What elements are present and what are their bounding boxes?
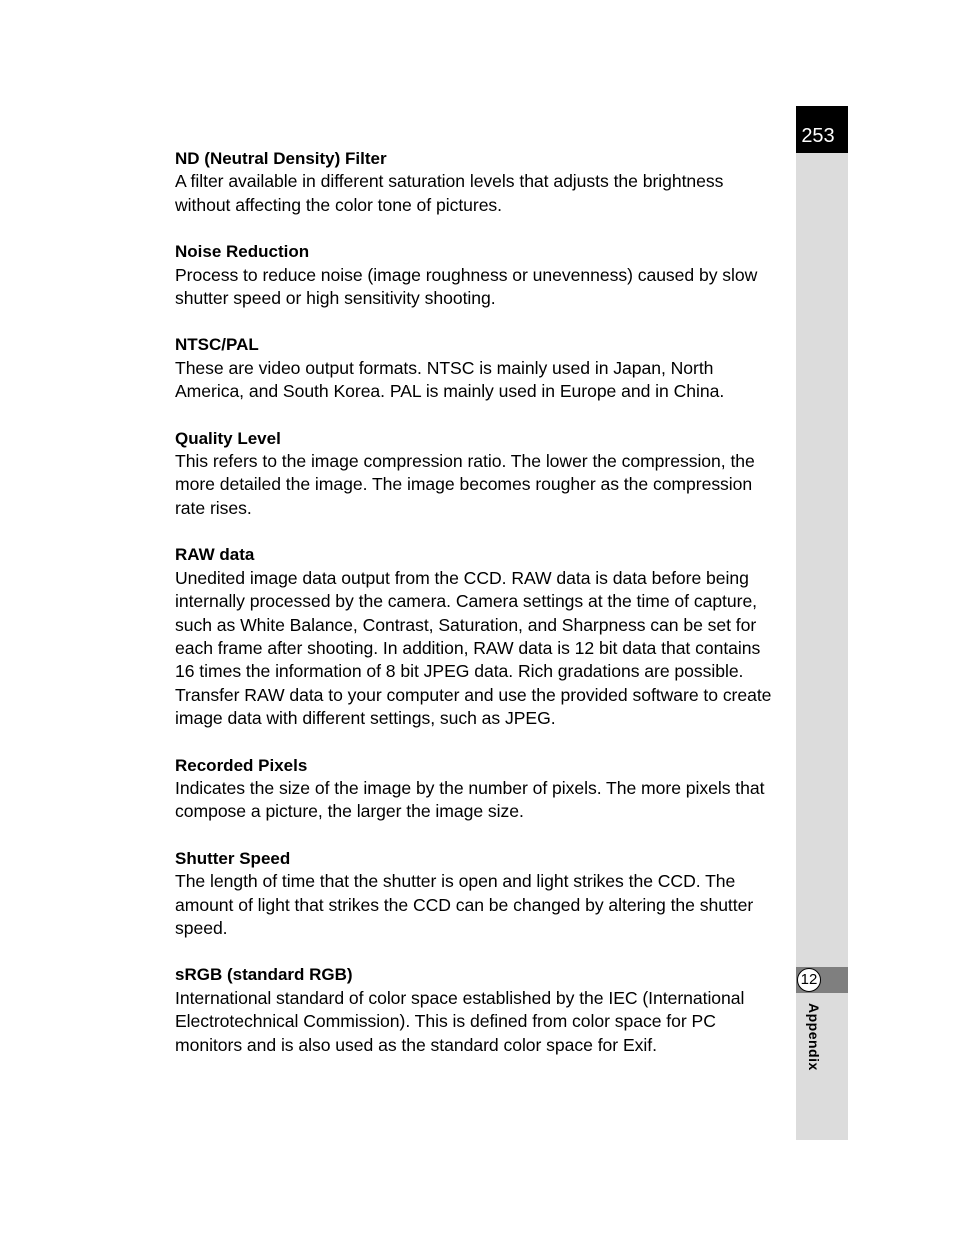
- page-number: 253: [801, 125, 835, 147]
- glossary-term: ND (Neutral Density) Filter: [175, 149, 387, 168]
- glossary-term: Recorded Pixels: [175, 755, 308, 775]
- glossary-entry: [175, 847, 779, 941]
- glossary-description: A filter available in different saturation levels that adjusts the brightness without affecting the color tone of pictures.: [175, 171, 724, 215]
- glossary-entry: [175, 333, 779, 403]
- glossary-entry: [175, 240, 779, 310]
- glossary-description: These are video output formats. NTSC is mainly used in Japan, North America, and South Korea. PAL is mainly used in Europe and in China.: [175, 357, 725, 402]
- glossary-term: NTSC/PAL: [175, 335, 259, 355]
- glossary-description: Process to reduce noise (image roughness or unevenness) caused by slow shutter speed or high sensitivity shooting.: [175, 264, 758, 309]
- glossary-term: RAW data: [175, 545, 255, 565]
- glossary-term: Noise Reduction: [175, 242, 310, 262]
- glossary-description: This refers to the image compression ratio. The lower the compression, the more detailed the image. The image becomes rougher as the compression rate rises.: [175, 451, 755, 518]
- glossary-description: Unedited image data output from the CCD. RAW data is data before being internally processed by the camera. Camera settings at the time of capture, such as White Balance, Contrast, Saturation, and Sharpness can be set for each frame after shooting. In addition, RAW data is 12 bit data that contains 16 times the information of 8 bit JPEG data. Rich gradations are possible. Transfer RAW data to your computer and use the provided software to create image data with different settings, such as JPEG.: [175, 567, 772, 729]
- glossary-description: International standard of color space established by the IEC (International Electrotechnical Commission). This is defined from color space for PC monitors and is also used as the standard color space for Exif.: [175, 987, 745, 1055]
- glossary-entry: [175, 963, 779, 1057]
- glossary-entry: [175, 543, 779, 730]
- glossary-description: Indicates the size of the image by the number of pixels. The more pixels that compose a picture, the larger the image size.: [175, 777, 765, 822]
- glossary-description: The length of time that the shutter is open and light strikes the CCD. The amount of light that strikes the CCD can be changed by altering the shutter speed.: [175, 871, 754, 938]
- chapter-label: Appendix: [806, 1003, 822, 1071]
- page-number-box: [796, 106, 848, 153]
- chapter-tab: [796, 967, 848, 993]
- glossary-term: Quality Level: [175, 428, 281, 448]
- chapter-number: 12: [797, 968, 821, 992]
- glossary-entry: [175, 147, 779, 217]
- glossary-entry: [175, 427, 779, 521]
- glossary-entry: [175, 754, 779, 824]
- glossary-term: Shutter Speed: [175, 848, 291, 868]
- glossary-content: [175, 147, 779, 1080]
- glossary-term: sRGB (standard RGB): [175, 965, 353, 985]
